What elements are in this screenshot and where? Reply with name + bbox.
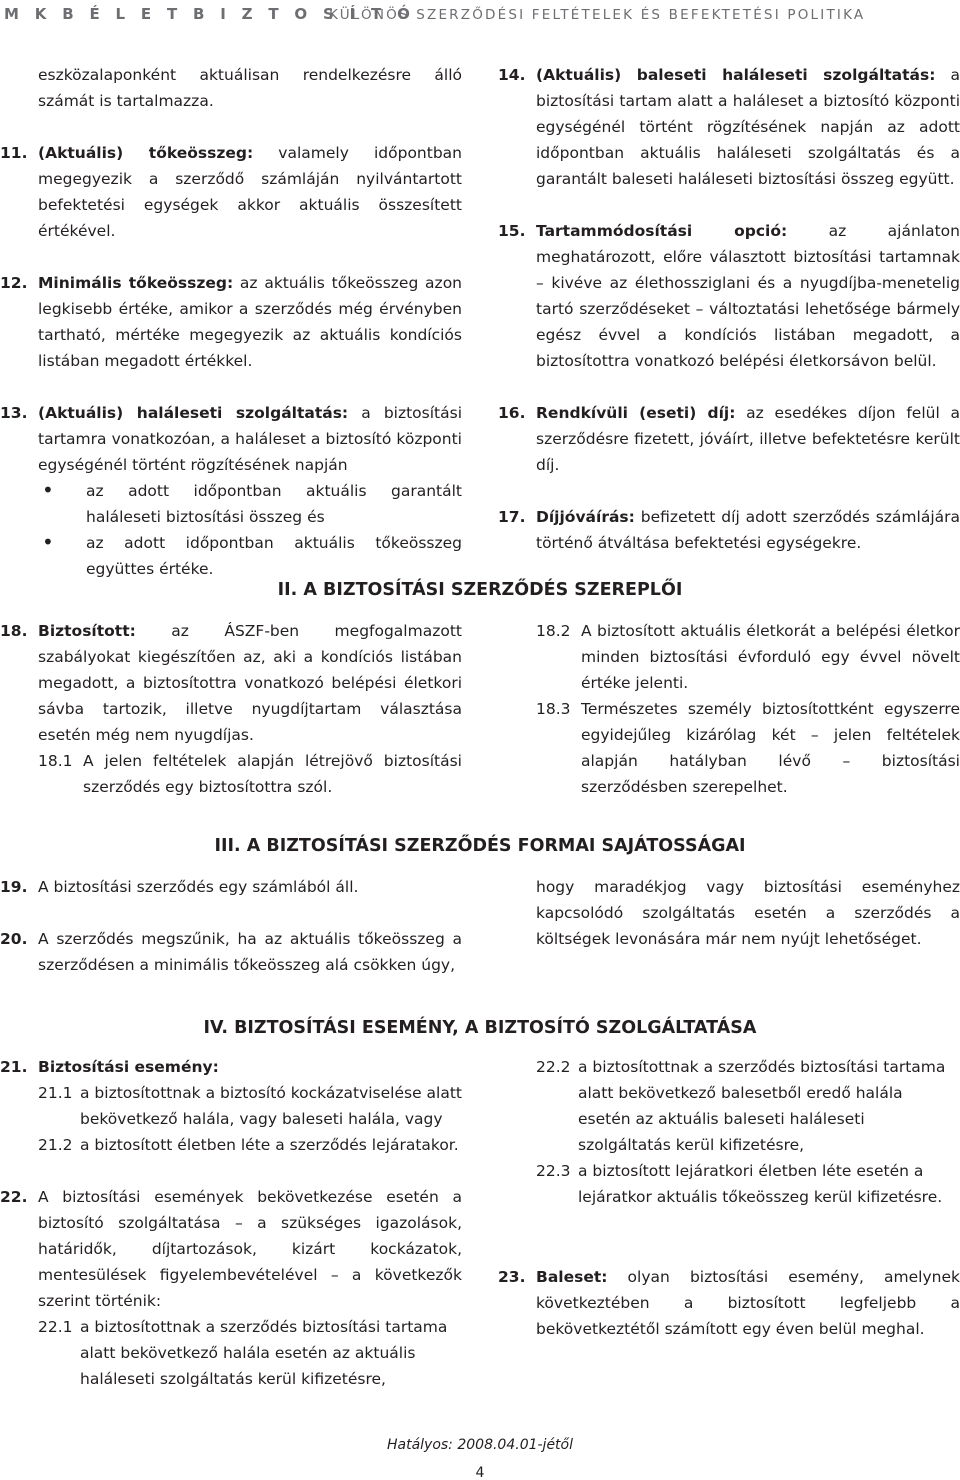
section-4-title: IV. BIZTOSÍTÁSI ESEMÉNY, A BIZTOSÍTÓ SZOLGÁLTATÁSA (203, 1018, 757, 1038)
brand-name: M K B É L E T B I Z T O S Í T Ó (4, 5, 416, 23)
definition-19: 19. A biztosítási szerződés egy számlából áll. (0, 878, 359, 896)
definition-12: 12. Minimális tőkeösszeg: az aktuális tőkeösszeg azon legkisebb értéke, amikor a szerződés még érvényben tartható, mértéke megegyezik az aktuális kondíciós listában megadott értékkel. (0, 274, 462, 370)
bullet-item: • az adott időpontban aktuális garantált haláleseti biztosítási összeg és (38, 478, 462, 530)
definition-22: 22. A biztosítási események bekövetkezése esetén a biztosító szolgáltatása – a szükséges igazolások, határidők, díjtartozások, kizárt kockázatok, mentesülések figyelembevételével – a következők szerint történik: (0, 1188, 462, 1310)
subsection-18-1: 18.1 A jelen feltételek alapján létrejövő biztosítási szerződés egy biztosítottra szól. (38, 752, 462, 796)
section-2-right (536, 618, 960, 800)
section-2-title: II. A BIZTOSÍTÁSI SZERZŐDÉS SZEREPLŐI (277, 580, 683, 600)
continuation-paragraph: hogy maradékjog vagy biztosítási eseményhez kapcsolódó szolgáltatás esetén a szerződés a költségek levonására már nem nyújt lehetőséget. (536, 878, 960, 948)
section-3-left (0, 874, 462, 978)
definition-18: 18. Biztosított: az ÁSZF-ben megfogalmazott szabályokat kiegészítően az, aki a kondíciós listában megadott, a biztosítottra vonatkozó belépési életkori sávba tartozik, illetve nyugdíjtartam választása esetén még nem nyugdíjas. (0, 622, 462, 744)
definition-21: 21. Biztosítási esemény: (0, 1058, 219, 1076)
section-3-title: III. A BIZTOSÍTÁSI SZERZŐDÉS FORMAI SAJÁTOSSÁGAI (214, 836, 746, 856)
page-number: 4 (475, 1465, 485, 1480)
bullet-item: • az adott időpontban aktuális tőkeösszeg együttes értéke. (38, 530, 462, 582)
definition-11: 11. (Aktuális) tőkeösszeg: valamely időpontban megegyezik a szerződő számláján nyilvántartott befektetési egységek akkor aktuális összesített értékével. (0, 144, 462, 240)
subsection-22-2: 22.2 a biztosítottnak a szerződés biztosítási tartama alatt bekövetkező balesetből eredő halála esetén az aktuális baleseti haláleseti szolgáltatás kerül kifizetésre, (536, 1058, 946, 1154)
section-4-right-lower (498, 1264, 960, 1342)
section-4-left (0, 1054, 462, 1392)
definition-16: 16. Rendkívüli (eseti) díj: az esedékes díjon felül a szerződésre fizetett, jóváírt, illetve befektetésre került díj. (498, 404, 960, 474)
effective-date: Hatályos: 2008.04.01-jétől (386, 1437, 574, 1453)
section-4-right (536, 1054, 960, 1210)
section-2-left (0, 618, 462, 800)
left-column-top (0, 62, 462, 582)
section-3-right (536, 874, 960, 952)
subsection-18-3: 18.3 Természetes személy biztosítottként egyszerre egyidejűleg kizárólag két – jelen feltételek alapján hatályban lévő – biztosítási szerződésben szerepelhet. (536, 700, 960, 796)
right-column-top (498, 62, 960, 556)
continuation-paragraph: eszközalaponként aktuálisan rendelkezésre álló számát is tartalmazza. (38, 66, 462, 110)
subsection-22-1: 22.1 a biztosítottnak a szerződés biztosítási tartama alatt bekövetkező halála esetén az aktuális haláleseti szolgáltatás kerül kifizetésre, (38, 1318, 448, 1388)
definition-13: 13. (Aktuális) haláleseti szolgáltatás: a biztosítási tartamra vonatkozóan, a haláleset a biztosító központi egységénél történt rögzítésének napján (0, 404, 462, 474)
definition-15: 15. Tartammódosítási opció: az ajánlaton meghatározott, előre választott biztosítási tartamnak – kivéve az élethossziglani és a nyugdíjba-menetelig tartó szerződéseket – változtatási lehetősége bármely egész évvel a kondíciós listában megadott, a biztosítottra vonatkozó belépési életkorsávon belül. (498, 222, 960, 370)
subsection-21-2: 21.2 a biztosított életben léte a szerződés lejáratakor. (38, 1136, 459, 1154)
definition-17: 17. Díjjóváírás: befizetett díj adott szerződés számlájára történő átváltása befektetési egységekre. (498, 508, 960, 552)
subsection-18-2: 18.2 A biztosított aktuális életkorát a belépési életkor minden biztosítási évforduló egy évvel növelt értéke jelenti. (536, 622, 960, 692)
subsection-21-1: 21.1 a biztosítottnak a biztosító kockázatviselése alatt bekövetkező halála, vagy baleseti halála, vagy (38, 1084, 462, 1128)
subsection-22-3: 22.3 a biztosított lejáratkori életben léte esetén a lejáratkor aktuális tőkeösszeg kerül kifizetésre. (536, 1162, 943, 1206)
page-header (0, 0, 960, 24)
document-subtitle: KÜLÖNÖS SZERZŐDÉSI FELTÉTELEK ÉS BEFEKTETÉSI POLITIKA (329, 7, 866, 23)
definition-14: 14. (Aktuális) baleseti haláleseti szolgáltatás: a biztosítási tartam alatt a haláleset a biztosító központi egységénél történt rögzítésének napján az adott időpontban aktuális haláleseti szolgáltatás és a garantált baleseti haláleseti biztosítási összeg együtt. (498, 66, 960, 188)
definition-23: 23. Baleset: olyan biztosítási esemény, amelynek következtében a biztosított legfeljebb a bekövetkeztétől számított egy éven belül meghal. (498, 1268, 960, 1338)
definition-20: 20. A szerződés megszűnik, ha az aktuális tőkeösszeg a szerződésen a minimális tőkeösszeg alá csökken úgy, (0, 930, 462, 974)
